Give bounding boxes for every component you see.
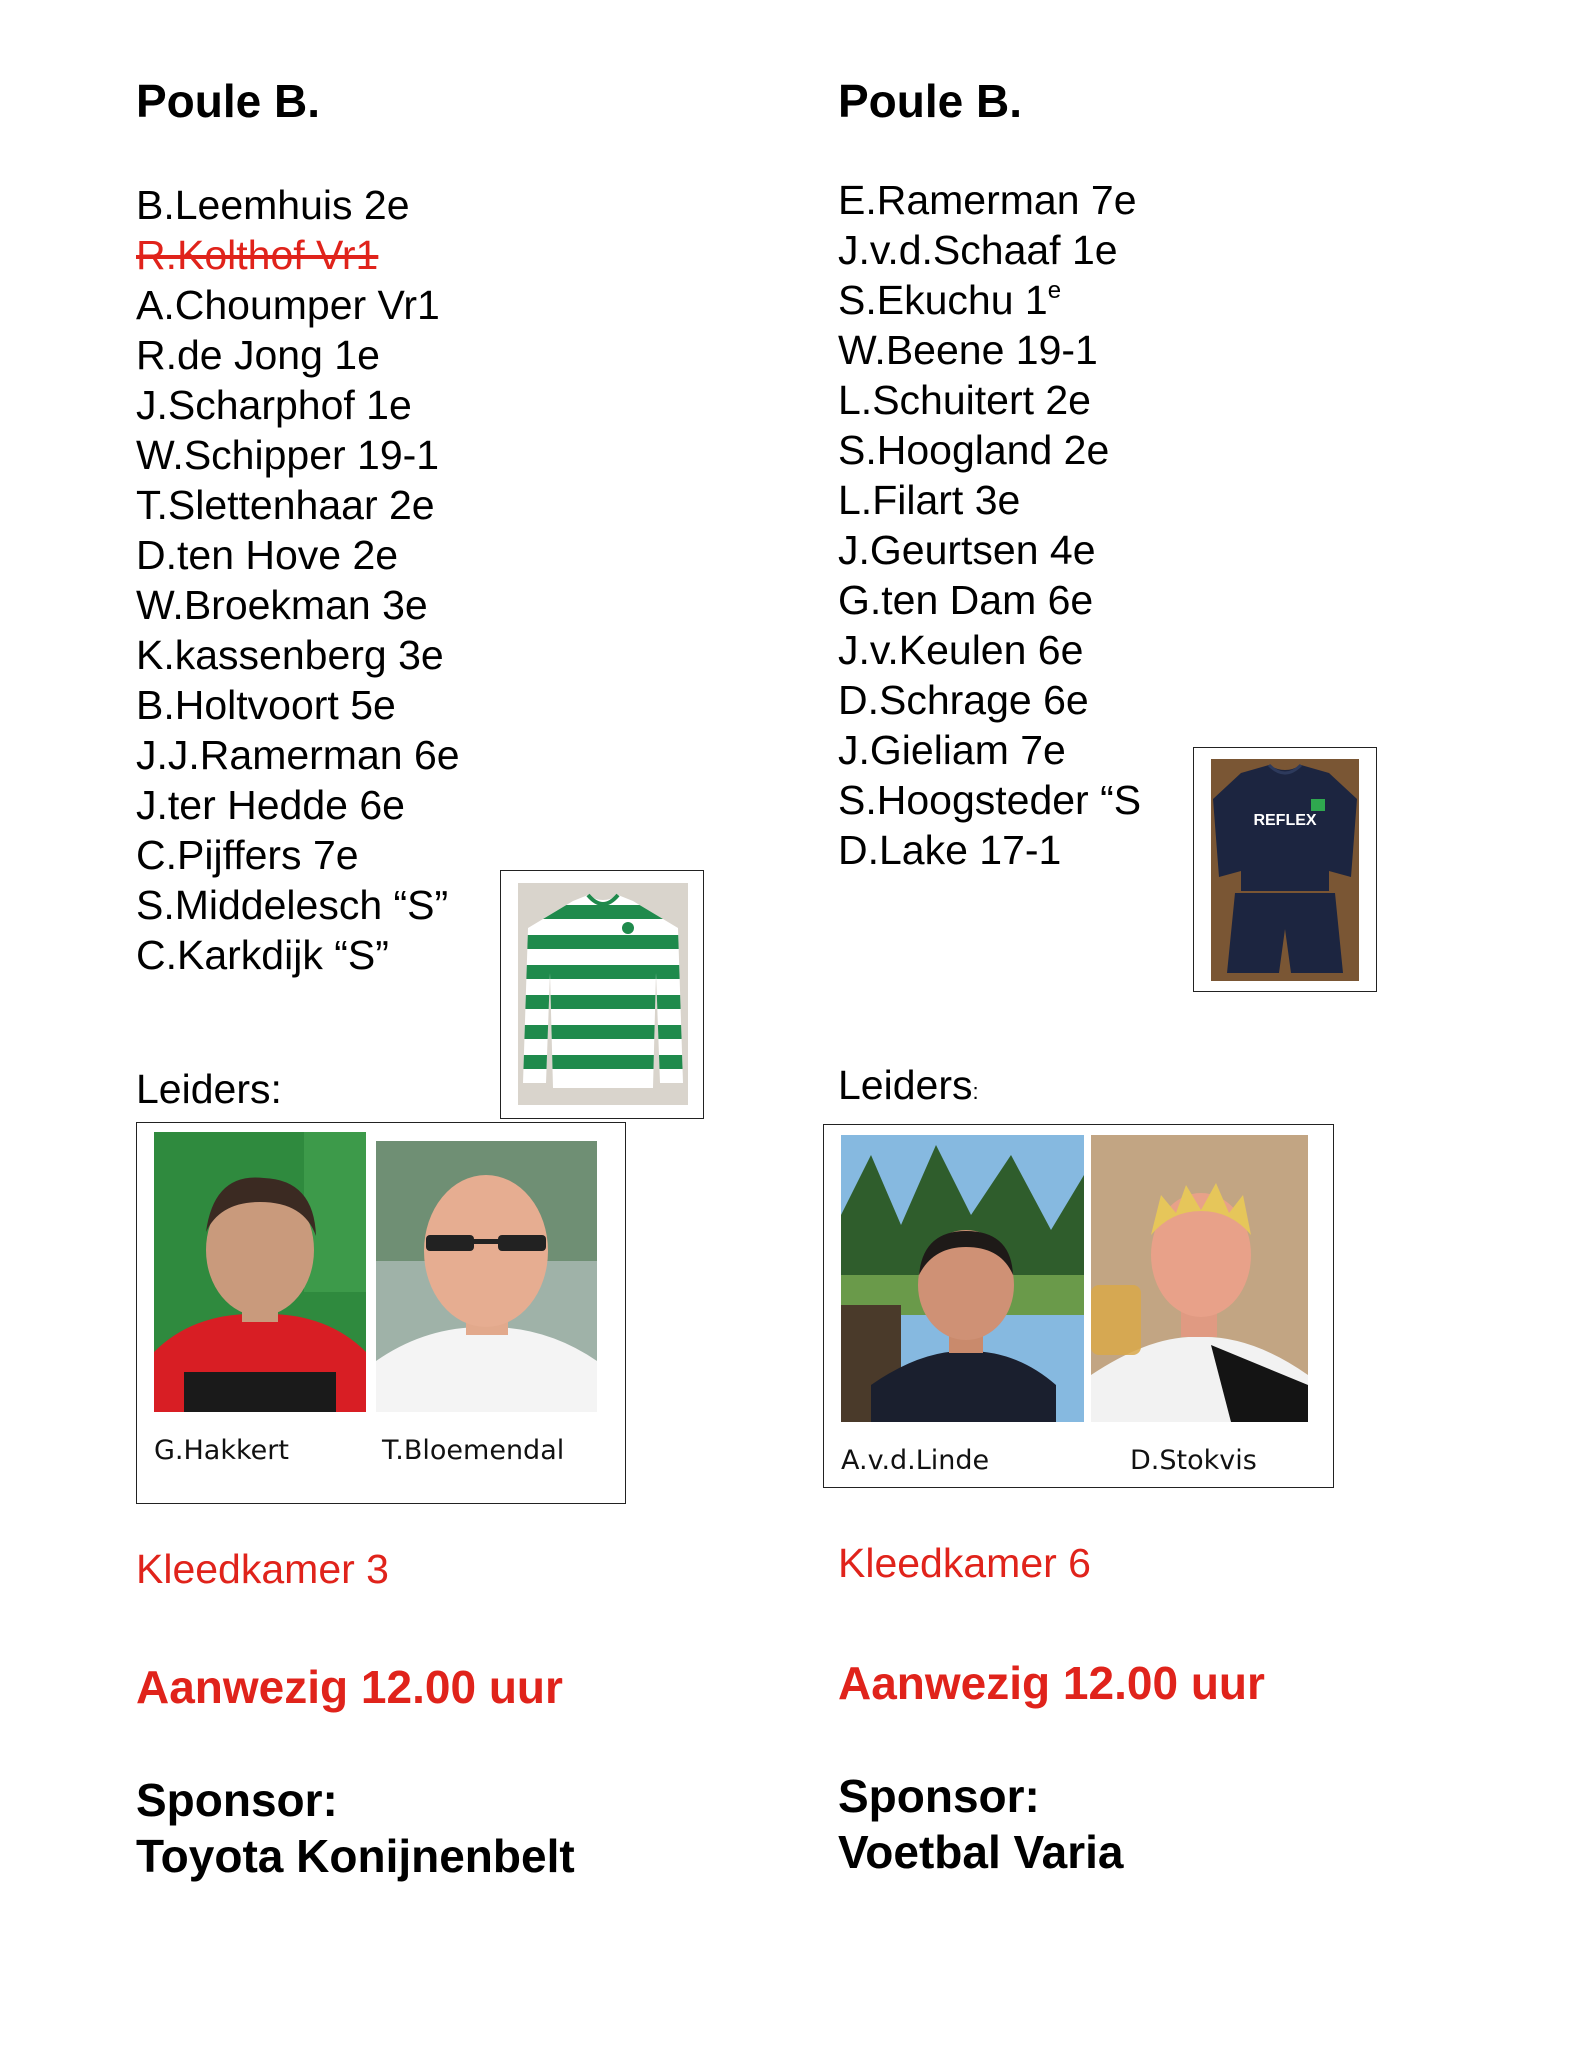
player-item: A.Choumper Vr1 — [136, 282, 440, 328]
right-title: Poule B. — [838, 75, 1023, 127]
leader-name: D.Stokvis — [1130, 1445, 1257, 1476]
player-item: B.Holtvoort 5e — [136, 682, 396, 728]
left-kleedkamer: Kleedkamer 3 — [136, 1546, 389, 1592]
person-icon — [1091, 1135, 1308, 1422]
player-item: D.Schrage 6e — [838, 677, 1089, 723]
right-leaders-box — [823, 1124, 1334, 1488]
player-item: L.Schuitert 2e — [838, 377, 1091, 423]
person-icon — [154, 1132, 366, 1412]
player-suffix: e — [1047, 277, 1062, 304]
player-item: J.Scharphof 1e — [136, 382, 412, 428]
leader-photo — [1091, 1135, 1308, 1422]
player-item: D.ten Hove 2e — [136, 532, 399, 578]
right-player-list — [838, 175, 1141, 875]
player-item: J.v.Keulen 6e — [838, 627, 1084, 673]
left-kit-image — [500, 870, 704, 1119]
player-item: L.Filart 3e — [838, 477, 1021, 523]
leader-photo — [376, 1141, 597, 1412]
player-item: C.Pijffers 7e — [136, 832, 359, 878]
navy-kit-icon — [1211, 759, 1359, 981]
player-item: J.Geurtsen 4e — [838, 527, 1096, 573]
player-item: K.kassenberg 3e — [136, 632, 444, 678]
person-icon — [376, 1141, 597, 1412]
right-sponsor — [838, 1768, 1124, 1880]
player-item: J.Gieliam 7e — [838, 727, 1066, 773]
right-kit-image — [1193, 747, 1377, 992]
player-name: S.Ekuchu 1 — [838, 277, 1048, 323]
player-item: T.Slettenhaar 2e — [136, 482, 435, 528]
kit-logo-text: REFLEX — [1253, 812, 1317, 829]
player-item: B.Leemhuis 2e — [136, 182, 410, 228]
leader-name: A.v.d.Linde — [841, 1445, 990, 1476]
player-item: J.J.Ramerman 6e — [136, 732, 460, 778]
leiders-colon: : — [972, 1079, 979, 1104]
left-player-list — [136, 180, 460, 980]
left-sponsor — [136, 1772, 575, 1884]
player-item: D.Lake 17-1 — [838, 827, 1062, 873]
player-item: W.Schipper 19-1 — [136, 432, 440, 478]
player-item: E.Ramerman 7e — [838, 177, 1137, 223]
player-item: G.ten Dam 6e — [838, 577, 1094, 623]
leader-name: G.Hakkert — [154, 1435, 289, 1466]
right-leiders-label — [838, 1062, 979, 1109]
player-item: S.Hoogsteder “S — [838, 777, 1142, 823]
leader-photo — [841, 1135, 1084, 1422]
player-item: S.Middelesch “S” — [136, 882, 449, 928]
right-kleedkamer: Kleedkamer 6 — [838, 1540, 1091, 1586]
player-item: W.Broekman 3e — [136, 582, 428, 628]
person-icon — [841, 1135, 1084, 1422]
left-aanwezig: Aanwezig 12.00 uur — [136, 1661, 563, 1713]
left-title: Poule B. — [136, 75, 321, 127]
player-item: S.Hoogland 2e — [838, 427, 1110, 473]
player-item — [838, 275, 1141, 325]
leiders-text: Leiders — [838, 1062, 973, 1108]
player-item: J.ter Hedde 6e — [136, 782, 405, 828]
player-item: R.de Jong 1e — [136, 332, 380, 378]
player-item: C.Karkdijk “S” — [136, 932, 389, 978]
player-item: J.v.d.Schaaf 1e — [838, 227, 1118, 273]
left-leiders-label: Leiders: — [136, 1066, 282, 1112]
player-item-struck: R.Kolthof Vr1 — [136, 232, 379, 278]
leader-name: T.Bloemendal — [382, 1435, 565, 1466]
hooped-shirt-icon — [518, 883, 688, 1105]
sponsor-label: Sponsor: — [136, 1774, 338, 1826]
sponsor-label: Sponsor: — [838, 1770, 1040, 1822]
leader-photo — [154, 1132, 366, 1412]
left-leaders-box — [136, 1122, 626, 1504]
right-aanwezig: Aanwezig 12.00 uur — [838, 1657, 1265, 1709]
sponsor-name: Voetbal Varia — [838, 1826, 1124, 1878]
player-item: W.Beene 19-1 — [838, 327, 1098, 373]
sponsor-name: Toyota Konijnenbelt — [136, 1830, 575, 1882]
